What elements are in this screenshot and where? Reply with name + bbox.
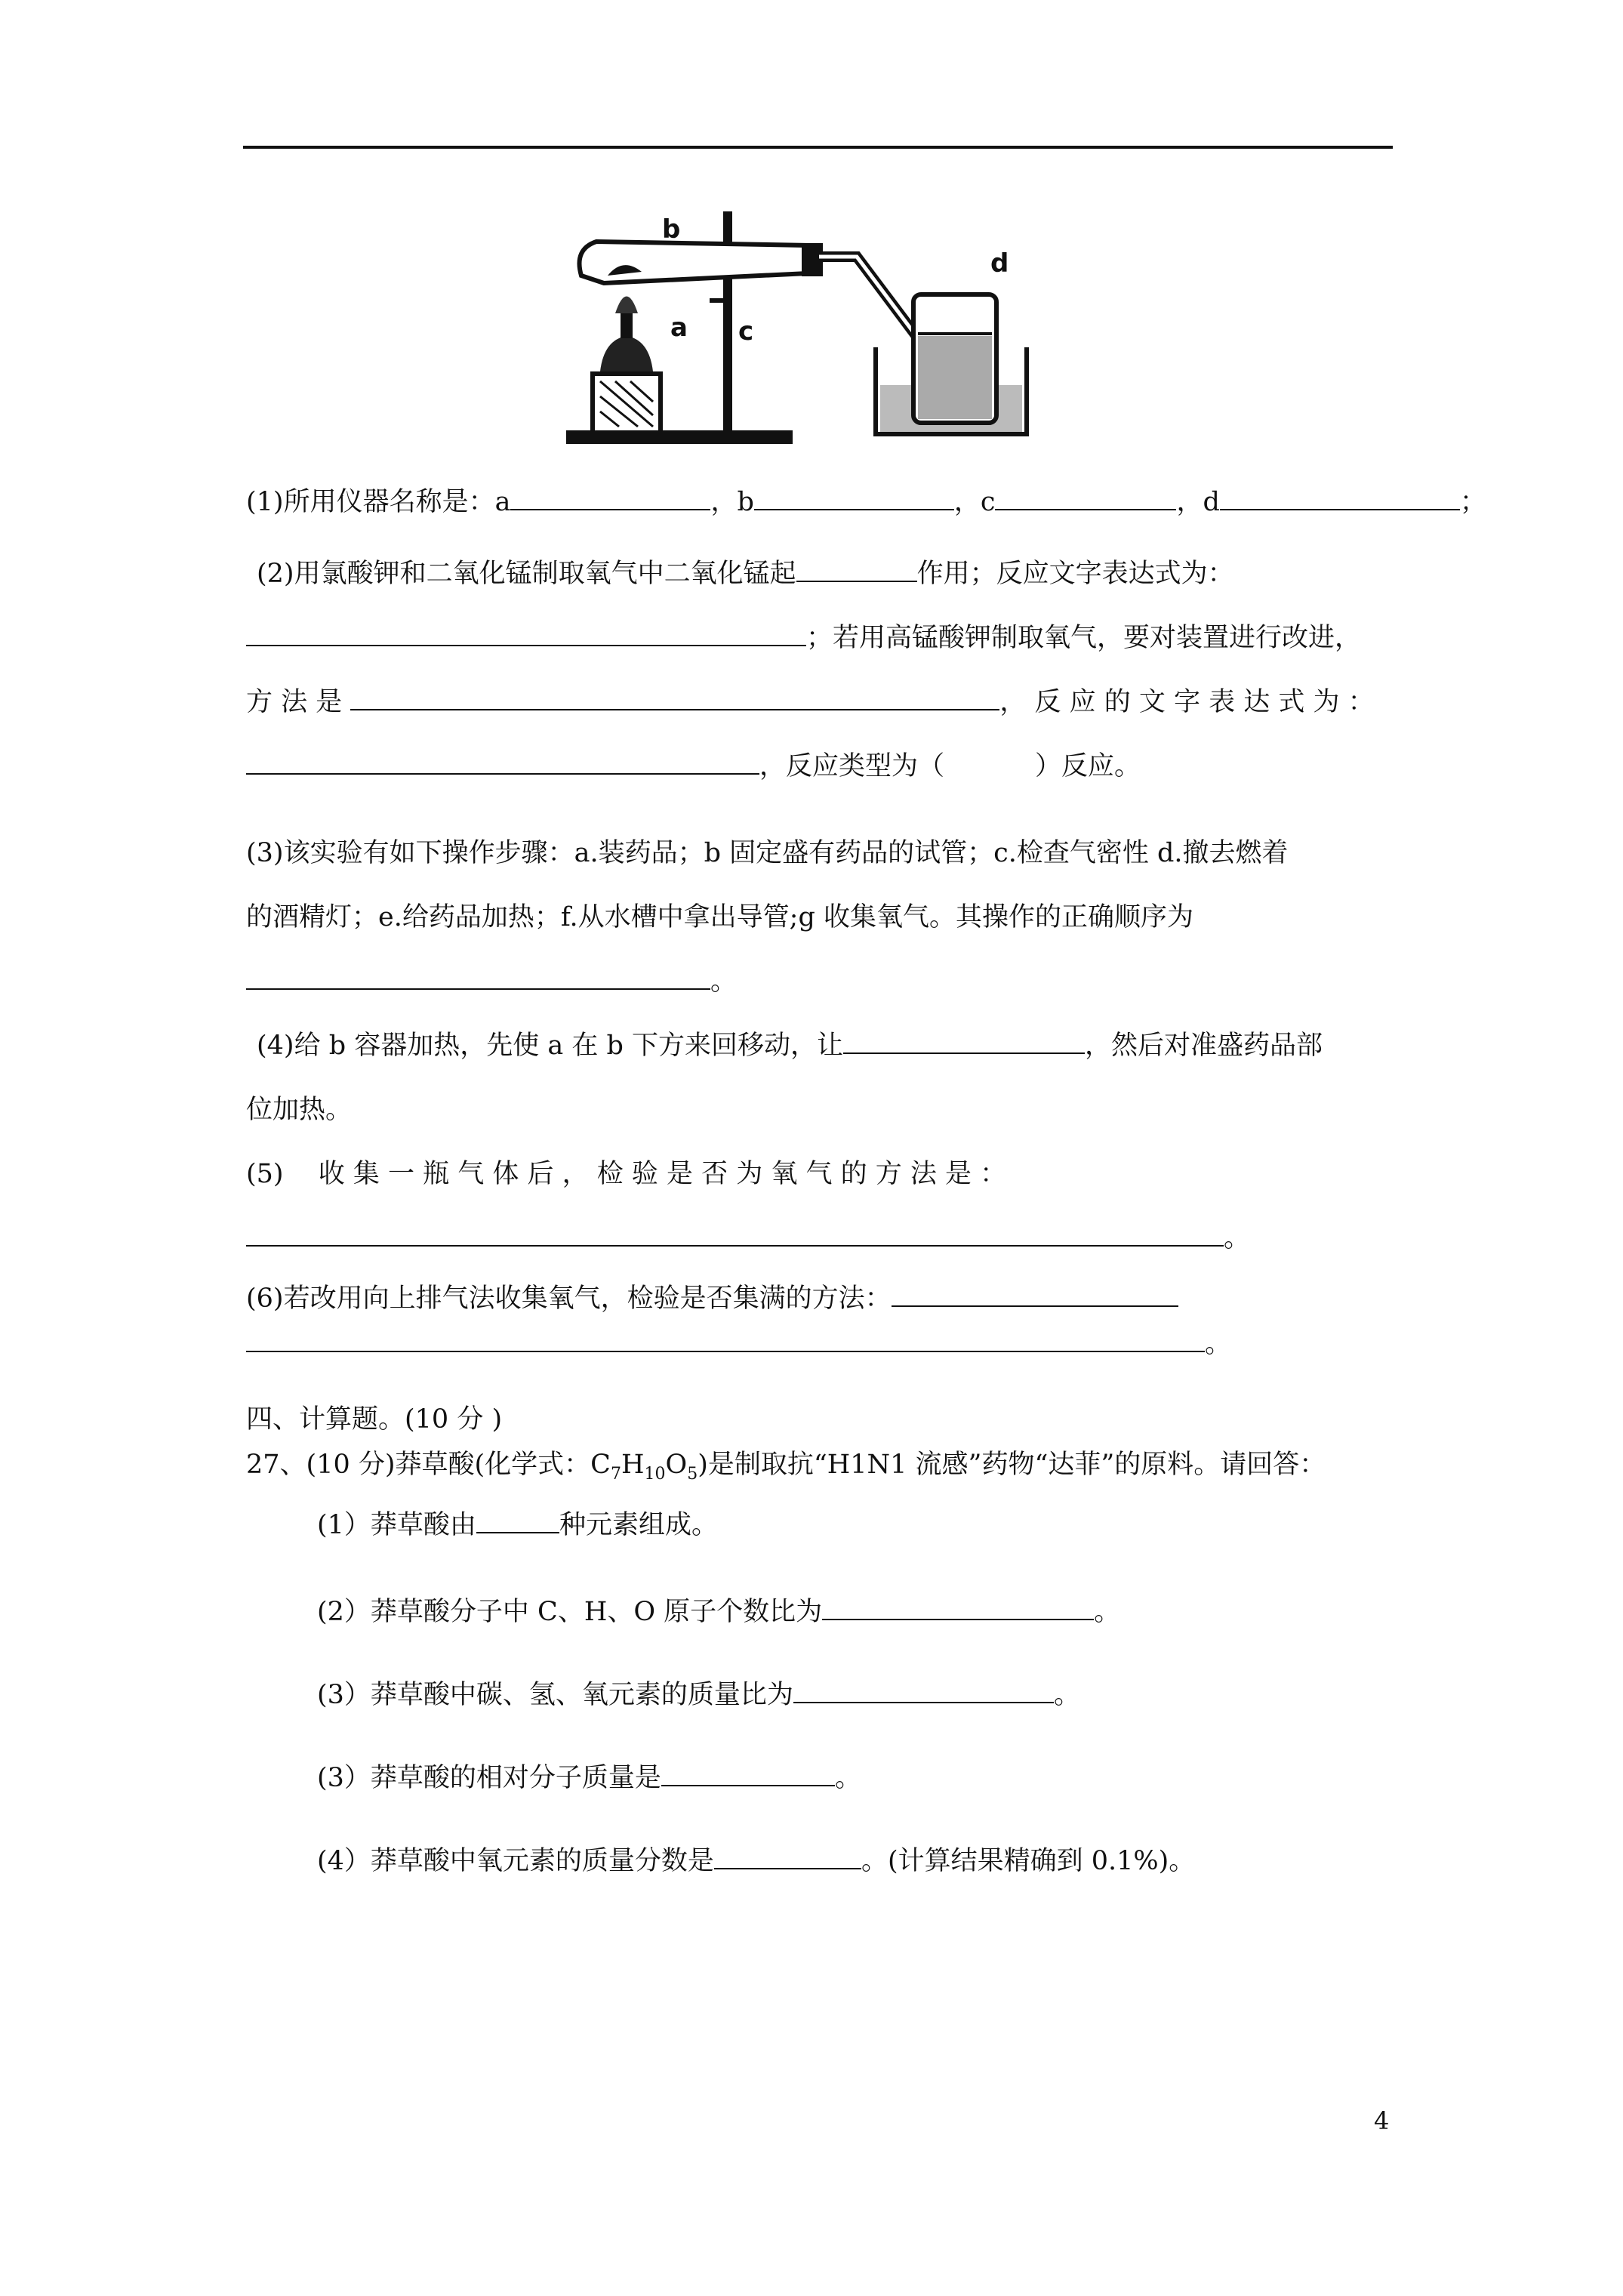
question-27-part-2: (2）莽草酸分子中 C、H、O 原子个数比为 。 <box>317 1593 1120 1631</box>
question-3-line-3: 。 <box>246 963 737 1000</box>
question-4-line-1: (4)给 b 容器加热，先使 a 在 b 下方来回移动，让 ，然后对准盛药品部 <box>257 1027 1323 1065</box>
blank-kclo3-equation[interactable] <box>246 619 806 646</box>
question-1: (1)所用仪器名称是：a ，b ，c ，d ； <box>246 483 1486 521</box>
question-3-line-1: (3)该实验有如下操作步骤：a.装药品；b 固定盛有药品的试管；c.检查气密性 d.撤去燃着 <box>246 838 1289 868</box>
blank-oxygen-fraction[interactable] <box>714 1842 861 1869</box>
blank-b[interactable] <box>754 483 954 510</box>
section-4-title: 四、计算题。(10 分 ) <box>246 1404 503 1435</box>
question-27-intro: 27、(10 分)莽草酸(化学式：$C_7H_{10}O_5$)是制取抗“H1N1 流感”药物“达菲”的原料。请回答： <box>246 1450 1326 1484</box>
label-b: b <box>662 214 681 245</box>
label-a: a <box>670 313 688 343</box>
question-4-line-2: 位加热。 <box>246 1095 353 1125</box>
blank-mass-ratio[interactable] <box>793 1676 1054 1703</box>
question-2-line-3: 方 法 是 ， 反 应 的 文 字 表 达 式 为 ： <box>246 683 1375 721</box>
blank-full-test-b[interactable] <box>246 1325 1205 1352</box>
blank-atom-ratio[interactable] <box>822 1593 1094 1620</box>
blank-molecular-mass[interactable] <box>661 1759 835 1786</box>
blank-c[interactable] <box>995 483 1176 510</box>
question-27-part-1: (1）莽草酸由 种元素组成。 <box>317 1506 718 1544</box>
blank-catalyst-role[interactable] <box>796 555 917 582</box>
blank-preheat[interactable] <box>843 1027 1085 1054</box>
blank-test-oxygen[interactable] <box>246 1219 1224 1247</box>
question-2-line-1: (2)用氯酸钾和二氧化锰制取氧气中二氧化锰起 作用；反应文字表达式为： <box>257 555 1234 593</box>
question-2-line-4: ，反应类型为（ ）反应。 <box>246 747 1141 785</box>
label-d: d <box>990 248 1009 279</box>
page-number: 4 <box>1374 2106 1390 2135</box>
question-5-line-1: (5) 收 集 一 瓶 气 体 后 ， 检 验 是 否 为 氧 气 的 方 法 是 ： <box>246 1159 1007 1189</box>
question-6-line-2: 。 <box>246 1325 1231 1363</box>
question-5-line-2: 。 <box>246 1219 1250 1257</box>
blank-full-test-a[interactable] <box>892 1280 1178 1307</box>
blank-improvement[interactable] <box>350 683 999 710</box>
question-27-part-3: (3）莽草酸中碳、氢、氧元素的质量比为 。 <box>317 1676 1080 1714</box>
question-27-part-4: (3）莽草酸的相对分子质量是 。 <box>317 1759 861 1797</box>
header-rule <box>243 146 1393 149</box>
blank-kmno4-equation[interactable] <box>246 747 759 775</box>
blank-element-count[interactable] <box>476 1506 559 1533</box>
question-6-line-1: (6)若改用向上排气法收集氧气，检验是否集满的方法： <box>246 1280 1178 1318</box>
question-3-line-2: 的酒精灯；e.给药品加热；f.从水槽中拿出导管;g 收集氧气。其操作的正确顺序为 <box>246 902 1193 932</box>
blank-d[interactable] <box>1220 483 1460 510</box>
question-27-part-5: (4）莽草酸中氧元素的质量分数是 。(计算结果精确到 0.1%)。 <box>317 1842 1195 1880</box>
label-c: c <box>738 316 754 347</box>
oxygen-apparatus-diagram <box>559 204 1049 453</box>
blank-order[interactable] <box>246 963 710 990</box>
question-2-line-2: ；若用高锰酸钾制取氧气，要对装置进行改进， <box>246 619 1361 657</box>
blank-a[interactable] <box>510 483 710 510</box>
